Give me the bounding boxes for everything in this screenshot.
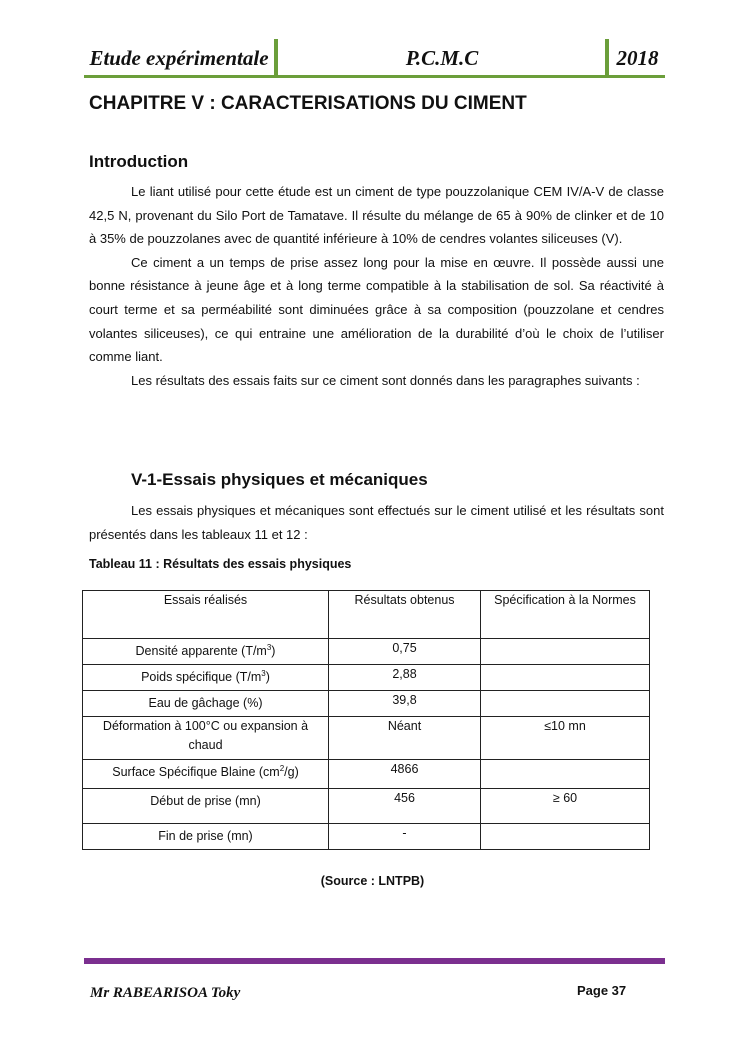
table-header-cell: Spécification à la Normes — [481, 591, 650, 639]
results-table — [82, 590, 650, 850]
table-cell-result: - — [329, 824, 481, 850]
table-cell-label: Densité apparente $(T/m^3)$ — [83, 639, 329, 665]
table-cell-label: Eau de gâchage (%) — [83, 691, 329, 717]
table-row — [83, 760, 650, 789]
table-cell-result: 456 — [329, 789, 481, 824]
intro-heading: Introduction — [89, 152, 189, 171]
table-cell-spec — [481, 639, 650, 665]
table-cell-spec: ≤10 mn — [481, 717, 650, 760]
section-paragraph: Les essais physiques et mécaniques sont effectués sur le ciment utilisé et les résultats sont présentés dans les tableaux 11 et 12 : — [89, 503, 664, 542]
header-year: 2018 — [616, 46, 659, 70]
table-cell-spec — [481, 824, 650, 850]
table-row — [83, 717, 650, 760]
table-header-cell: Résultats obtenus — [329, 591, 481, 639]
section-body — [89, 499, 664, 546]
intro-paragraph: Ce ciment a un temps de prise assez long pour la mise en œuvre. Il possède aussi une bonne résistance à jeune âge et à long terme compatible à la stabilisation de sol. Sa réactivité à court terme et sa perméabilité sont diminuées grâce à sa composition (pouzzolane et cendres volantes siliceuses), ce qui entraine une amélioration de la durabilité d’où le choix de l’utiliser comme liant. — [89, 254, 664, 365]
table-row — [83, 639, 650, 665]
table-cell-spec — [481, 665, 650, 691]
table-row — [83, 789, 650, 824]
section-heading: V-1-Essais physiques et mécaniques — [131, 470, 428, 489]
table-row — [83, 665, 650, 691]
table-cell-spec — [481, 760, 650, 789]
table-cell-spec — [481, 691, 650, 717]
table-cell-label: Surface Spécifique Blaine $(cm^2/g)$ — [83, 760, 329, 789]
table-header-row — [83, 591, 650, 639]
table-cell-label: Début de prise (mn) — [83, 789, 329, 824]
chapter-title: CHAPITRE V : CARACTERISATIONS DU CIMENT — [89, 93, 527, 114]
footer-rule — [84, 958, 665, 964]
page-header — [84, 38, 665, 78]
page-number: Page 37 — [577, 983, 627, 998]
table-header-cell: Essais réalisés — [83, 591, 329, 639]
table-cell-result: 39,8 — [329, 691, 481, 717]
table-cell-result: Néant — [329, 717, 481, 760]
table-source: (Source : LNTPB) — [320, 874, 425, 888]
header-divider — [605, 39, 609, 77]
footer-author: Mr RABEARISOA Toky — [90, 985, 241, 1001]
table-cell-label: Poids spécifique $(T/m^3)$ — [83, 665, 329, 691]
table-caption: Tableau 11 : Résultats des essais physiques — [89, 557, 352, 571]
intro-body — [89, 180, 664, 392]
table-cell-label: Déformation à 100°C ou expansion à chaud — [83, 717, 329, 760]
header-center-title: P.C.M.C — [405, 46, 479, 70]
header-divider — [274, 39, 278, 77]
table-cell-spec: ≥ 60 — [481, 789, 650, 824]
table-row — [83, 824, 650, 850]
table-cell-label: Fin de prise (mn) — [83, 824, 329, 850]
intro-paragraph: Le liant utilisé pour cette étude est un ciment de type pouzzolanique CEM IV/A-V de classe 42,5 N, provenant du Silo Port de Tamatave. Il résulte du mélange de 65 à 90% de clinker et de 10 à 35% de pouzzolanes avec de quantité inférieure à 10% de cendres volantes siliceuses (V). — [89, 184, 664, 247]
header-rule — [84, 75, 665, 78]
table-row — [83, 691, 650, 717]
header-left-title: Etude expérimentale — [89, 46, 269, 70]
intro-paragraph: Les résultats des essais faits sur ce ciment sont donnés dans les paragraphes suivants : — [131, 372, 640, 388]
table-cell-result: 4866 — [329, 760, 481, 789]
table-cell-result: 0,75 — [329, 639, 481, 665]
table-cell-result: 2,88 — [329, 665, 481, 691]
